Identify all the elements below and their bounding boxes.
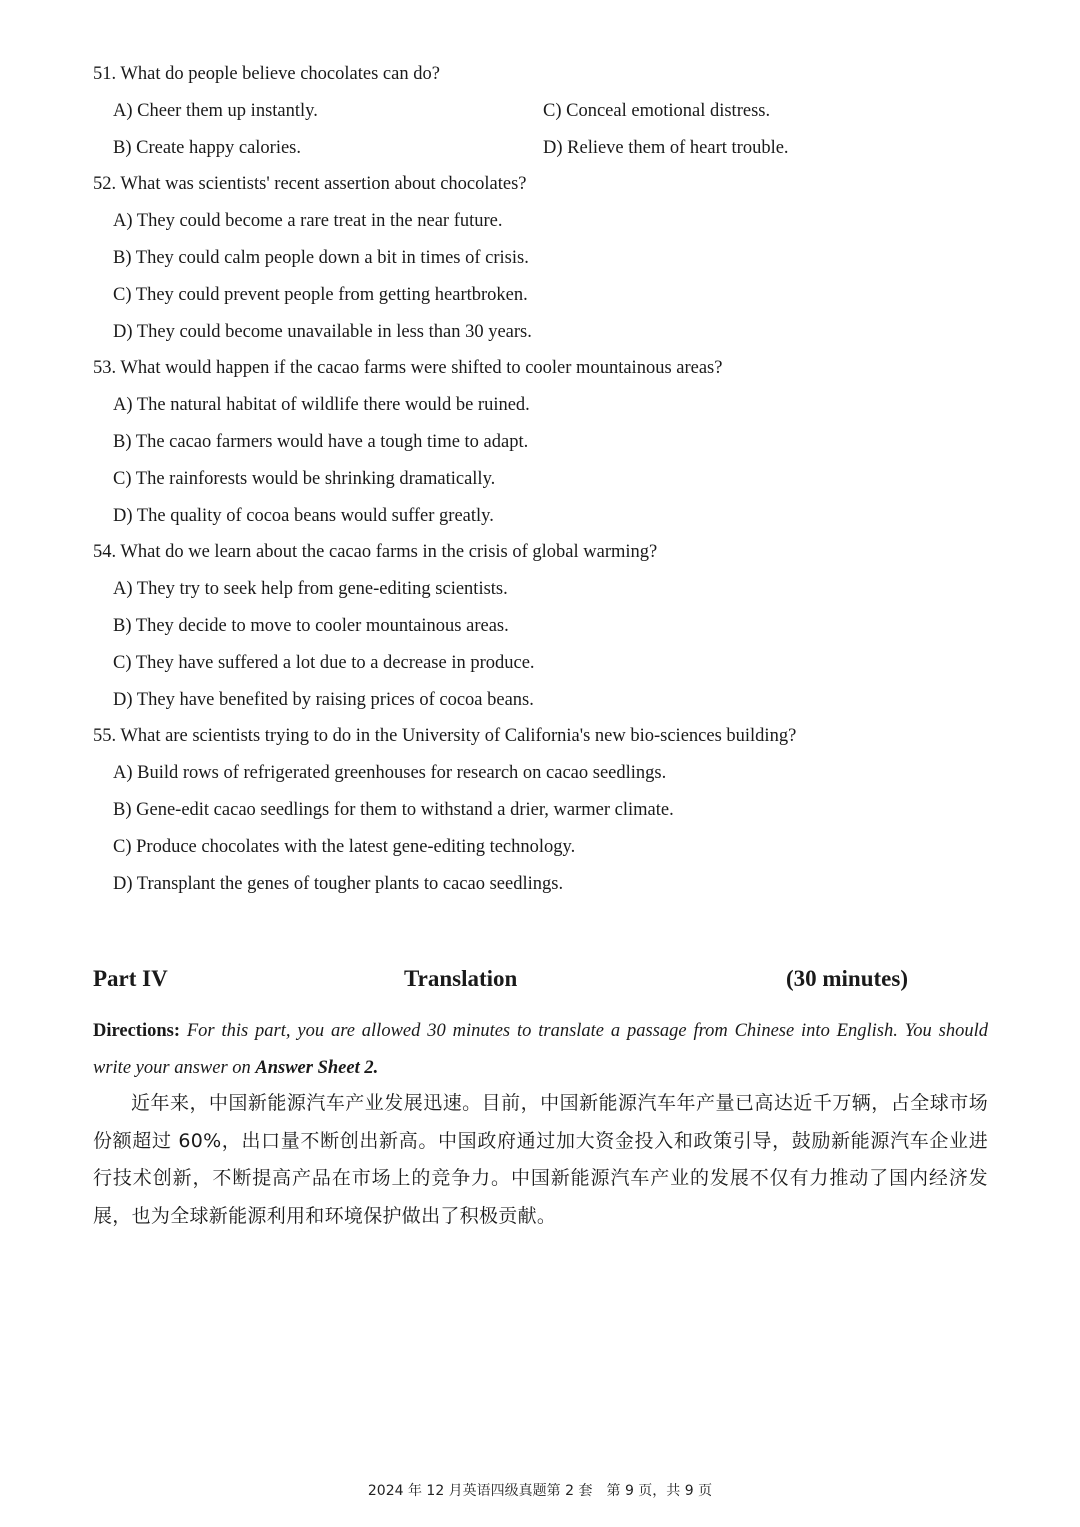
option-51-a: A) Cheer them up instantly. — [113, 100, 318, 121]
question-text: What was scientists' recent assertion about chocolates? — [120, 174, 527, 195]
part-label: Part IV — [93, 966, 168, 991]
option-53-d: D) The quality of cocoa beans would suffer greatly. — [113, 505, 494, 526]
option-52-c: C) They could prevent people from getting heartbroken. — [113, 284, 528, 305]
option-54-c: C) They have suffered a lot due to a decrease in produce. — [113, 652, 535, 673]
option-53-b: B) The cacao farmers would have a tough time to adapt. — [113, 431, 529, 452]
answer-sheet-reference: Answer Sheet 2. — [255, 1058, 379, 1078]
page-footer: 2024 年 12 月英语四级真题第 2 套 第 9 页，共 9 页 — [367, 1483, 713, 1499]
part-header — [93, 966, 908, 1000]
option-53-a: A) The natural habitat of wildlife there would be ruined. — [113, 395, 530, 416]
directions-label: Directions: — [93, 1021, 180, 1041]
option-55-d: D) Transplant the genes of tougher plants to cacao seedlings. — [113, 873, 564, 894]
translation-passage: 近年来，中国新能源汽车产业发展迅速。目前，中国新能源汽车年产量已高达近千万辆，占全球市场份额超过 60%，出口量不断创出新高。中国政府通过加大资金投入和政策引导，鼓励新能源汽车企业进行技术创新，不断提高产品在市场上的竞争力。中国新能源汽车产业的发展不仅有力推动了国内经济发展，也为全球新能源利用和环境保护做出了积极贡献。 — [93, 1092, 988, 1227]
option-55-c: C) Produce chocolates with the latest gene-editing technology. — [113, 836, 576, 857]
question-text: What are scientists trying to do in the University of California's new bio-sciences building? — [120, 726, 797, 747]
question-number: 53. — [93, 358, 117, 379]
option-54-a: A) They try to seek help from gene-editing scientists. — [113, 579, 508, 600]
question-number: 51. — [93, 64, 117, 84]
option-51-c: C) Conceal emotional distress. — [543, 100, 771, 121]
option-51-d: D) Relieve them of heart trouble. — [543, 137, 789, 158]
question-text: What do people believe chocolates can do? — [120, 64, 440, 84]
option-52-a: A) They could become a rare treat in the near future. — [113, 211, 503, 232]
question-list — [93, 56, 993, 902]
option-52-b: B) They could calm people down a bit in times of crisis. — [113, 247, 529, 268]
option-54-b: B) They decide to move to cooler mountainous areas. — [113, 615, 509, 636]
question-51 — [93, 56, 993, 93]
option-54-d: D) They have benefited by raising prices of cocoa beans. — [113, 689, 534, 710]
option-53-c: C) The rainforests would be shrinking dramatically. — [113, 468, 496, 489]
question-text: What do we learn about the cacao farms in the crisis of global warming? — [120, 542, 658, 563]
question-number: 55. — [93, 726, 117, 747]
part-time: (30 minutes) — [785, 966, 908, 991]
question-53 — [93, 350, 993, 387]
question-number: 52. — [93, 174, 117, 195]
question-text: What would happen if the cacao farms were shifted to cooler mountainous areas? — [120, 358, 723, 379]
part-title: Translation — [404, 966, 518, 991]
option-row — [93, 130, 993, 167]
option-51-b: B) Create happy calories. — [113, 137, 302, 158]
question-54 — [93, 534, 993, 571]
option-row — [93, 93, 993, 130]
option-55-b: B) Gene-edit cacao seedlings for them to withstand a drier, warmer climate. — [113, 799, 674, 820]
question-55 — [93, 718, 993, 755]
question-52 — [93, 166, 993, 203]
question-number: 54. — [93, 542, 117, 563]
option-55-a: A) Build rows of refrigerated greenhouses for research on cacao seedlings. — [113, 763, 667, 784]
option-52-d: D) They could become unavailable in less than 30 years. — [113, 321, 532, 342]
directions — [93, 1013, 988, 1087]
directions-text: For this part, you are allowed 30 minutes to translate a passage from Chinese into English. You should write your answer on — [93, 1021, 988, 1078]
